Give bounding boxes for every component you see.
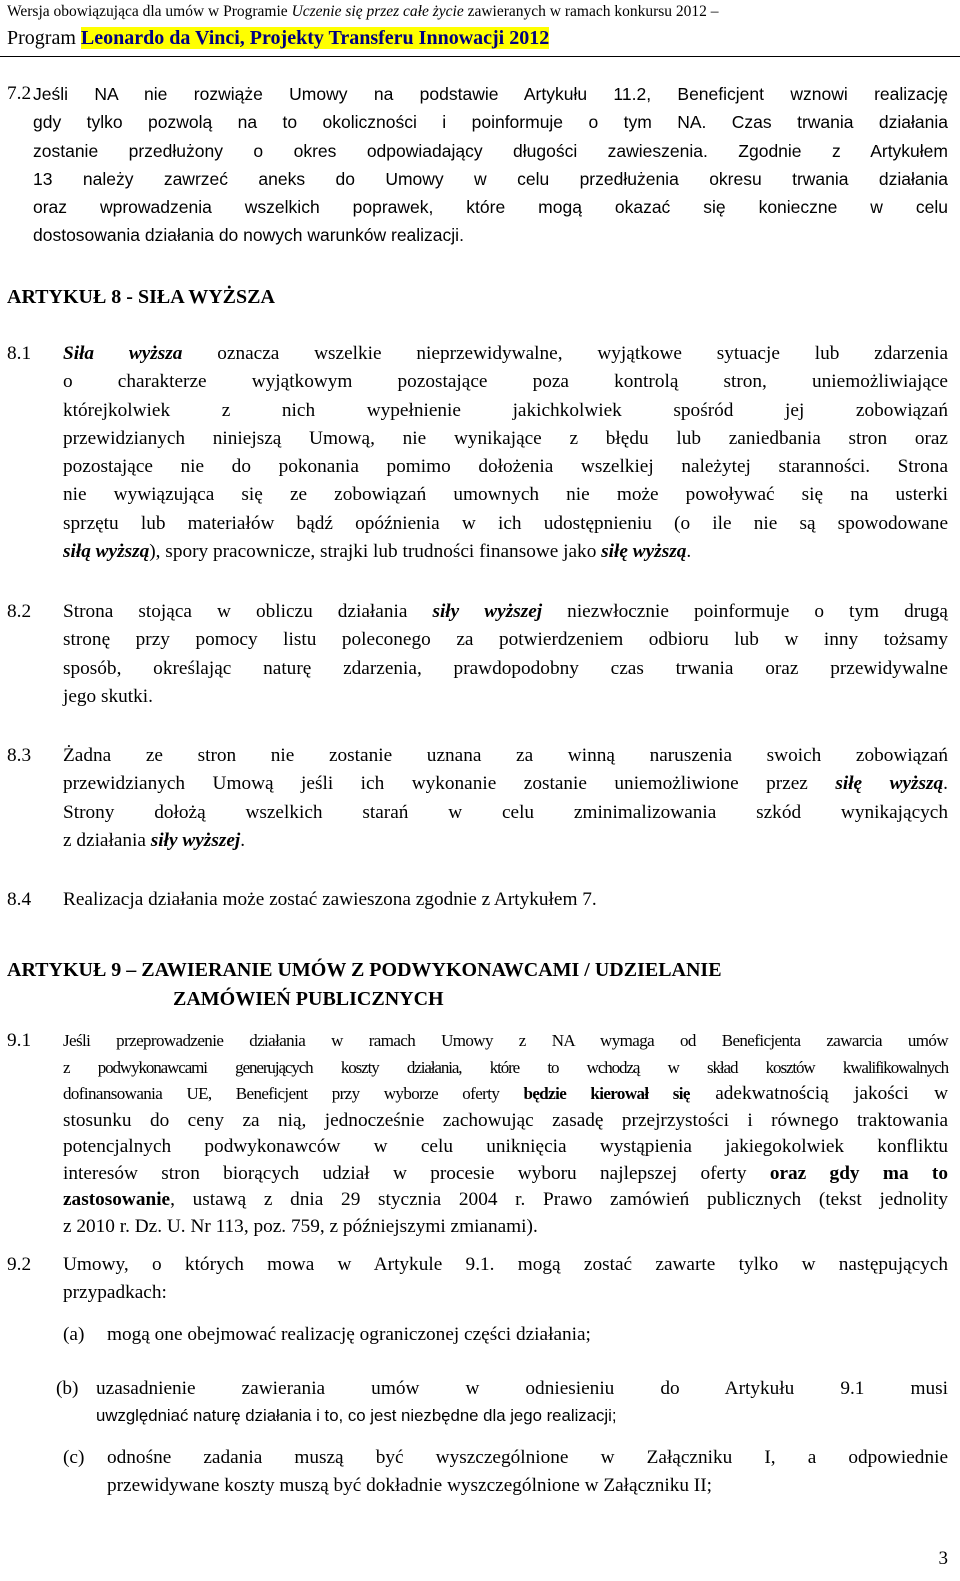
- text-line: 13 należy zawrzeć aneks do Umowy w celu przedłużenia okresu trwania działania: [33, 168, 948, 189]
- header-program-name: Uczenie się przez całe życie: [291, 3, 464, 20]
- text-span: przewidzianych Umową jeśli ich wykonanie zostanie uniemożliwione przez: [63, 773, 836, 795]
- text-line: przewidzianych niniejszą Umową, nie wynikające z błędu lub zaniedbania stron oraz: [63, 427, 948, 449]
- header-text: zawieranych w ramach konkursu 2012 –: [463, 3, 719, 20]
- defined-term: siły wyższej: [150, 829, 241, 851]
- text-line: dostosowania działania do nowych warunków realizacji.: [33, 225, 464, 246]
- text-span: z działania: [63, 829, 151, 851]
- defined-term: siły wyższej: [432, 601, 543, 622]
- defined-term: siłę wyższą: [835, 773, 944, 795]
- header-text: Wersja obowiązująca dla umów w Programie: [7, 3, 292, 20]
- text-span: .: [943, 773, 948, 795]
- article-9-heading: [7, 956, 948, 1014]
- text-line: Żadna ze stron nie zostanie uznana za winną naruszenia swoich zobowiązań: [63, 745, 948, 766]
- text-line: sposób, określając naturę zdarzenia, prawdopodobny czas trwania oraz przewidywalne: [63, 657, 948, 679]
- text-line: Umowy, o których mowa w Artykule 9.1. mogą zostać zawarte tylko w następujących: [63, 1254, 948, 1275]
- text-line: Jeśli przeprowadzenie działania w ramach Umowy z NA wymaga od Beneficjenta zawarcia umów: [63, 1031, 948, 1050]
- heading-line: ZAMÓWIEŃ PUBLICZNYCH: [173, 988, 444, 1010]
- text-line: sprzętu lub materiałów bądź opóźnienia w ich udostępnieniu (o ile nie są spowodowane: [63, 512, 948, 534]
- paragraph-number: 8.2: [7, 601, 32, 622]
- paragraph-8-2: [7, 598, 948, 711]
- text-line: [63, 827, 948, 855]
- bold-span: oraz gdy ma to: [769, 1162, 948, 1184]
- text-line: przewidywane koszty muszą być dokładnie wyszczególnione w Załączniku II;: [107, 1475, 712, 1497]
- text-line: oraz wprowadzenia wszelkich poprawek, które mogą okazać się konieczne w celu: [33, 197, 948, 218]
- text-line: [63, 340, 948, 368]
- text-span: oznacza wszelkie nieprzewidywalne, wyjątkowe sytuacje lub zdarzenia: [182, 343, 948, 364]
- defined-term: Siła wyższa: [63, 343, 183, 364]
- heading-line: ARTYKUŁ 9 – ZAWIERANIE UMÓW Z PODWYKONAWCAMI / UDZIELANIE: [7, 959, 722, 981]
- text-line: jego skutki.: [63, 685, 153, 707]
- paragraph-8-3: [7, 742, 948, 855]
- text-line: [63, 538, 948, 566]
- list-item-b: [56, 1375, 948, 1429]
- list-label: (b): [56, 1378, 79, 1399]
- text-line: z podwykonawcami generujących koszty działania, które to wchodzą w skład kosztów kwalifikowalnych: [63, 1057, 948, 1077]
- text-line: Strony dołożą wszelkich starań w celu zminimalizowania szkód wynikających: [63, 801, 948, 823]
- text-line: przypadkach:: [63, 1282, 167, 1304]
- text-span: adekwatnością jakości w: [689, 1083, 948, 1104]
- list-label: (c): [63, 1447, 85, 1468]
- bold-span: zastosowanie: [63, 1189, 171, 1210]
- paragraph-number: 7.2: [7, 83, 32, 104]
- document-header-line1: [7, 2, 719, 22]
- text-line: [63, 770, 948, 798]
- text-line: Jeśli NA nie rozwiąże Umowy na podstawie Artykułu 11.2, Beneficjent wznowi realizację: [33, 84, 948, 104]
- text-line: [63, 598, 948, 626]
- paragraph-number: 9.2: [7, 1254, 32, 1275]
- text-span: interesów stron biorących udział w procesie wyboru najlepszej oferty: [63, 1162, 770, 1184]
- text-line: o charakterze wyjątkowym pozostające poza kontrolą stron, uniemożliwiające: [63, 371, 948, 393]
- paragraph-8-4: [7, 886, 948, 914]
- text-line: z 2010 r. Dz. U. Nr 113, poz. 759, z późniejszymi zmianami).: [63, 1215, 538, 1237]
- text-line: którejkolwiek z nich wypełnienie jakichkolwiek spośród jej zobowiązań: [63, 399, 948, 421]
- header-divider: [0, 56, 960, 57]
- paragraph-number: 9.1: [7, 1030, 32, 1051]
- paragraph-8-1: [7, 340, 948, 566]
- text-line: [63, 1161, 948, 1188]
- header-text: Program: [7, 27, 81, 49]
- page-number: 3: [938, 1548, 948, 1569]
- paragraph-number: 8.4: [7, 889, 32, 910]
- list-label: (a): [63, 1324, 85, 1345]
- article-8-heading: ARTYKUŁ 8 - SIŁA WYŻSZA: [7, 286, 275, 308]
- document-header-line2: [7, 25, 549, 51]
- text-span: , ustawą z dnia 29 stycznia 2004 r. Prawo zamówień publicznych (tekst jednolity: [170, 1189, 948, 1210]
- text-line: stosunku do ceny za nią, jednocześnie zachowując zasadę przejrzystości i równego traktowania: [63, 1109, 948, 1131]
- paragraph-7-2: [7, 80, 948, 250]
- list-item-c: [63, 1444, 948, 1501]
- text-line: [63, 1187, 948, 1214]
- paragraph-number: 8.1: [7, 343, 32, 364]
- text-line: gdy tylko pozwolą na to okoliczności i poinformuje o tym NA. Czas trwania działania: [33, 112, 948, 133]
- text-line: [63, 1081, 948, 1108]
- list-item-a: [63, 1321, 948, 1349]
- text-line: nie wywiązująca się ze zobowiązań umownych nie może powoływać się na usterki: [63, 484, 948, 506]
- text-line: potencjalnych podwykonawców w celu uniknięcia wystąpienia jakiegokolwiek konfliktu: [63, 1136, 948, 1157]
- text-line: uzasadnienie zawierania umów w odniesieniu do Artykułu 9.1 musi: [96, 1378, 948, 1399]
- text-span: Strona stojąca w obliczu działania: [63, 601, 433, 622]
- text-span: .: [686, 541, 692, 563]
- paragraph-9-1: [7, 1028, 948, 1240]
- paragraph-9-2: [7, 1251, 948, 1308]
- text-span: ), spory pracownicze, strajki lub trudności finansowe jako: [149, 541, 602, 563]
- text-line: Realizacja działania może zostać zawieszona zgodnie z Artykułem 7.: [63, 889, 597, 910]
- text-span: niezwłocznie poinformuje o tym drugą: [542, 601, 948, 622]
- text-line: uwzględniać naturę działania i to, co jest niezbędne dla jego realizacji;: [96, 1406, 617, 1425]
- text-line: stronę przy pomocy listu poleconego za potwierdzeniem odbioru lub w inny tożsamy: [63, 629, 948, 651]
- bold-span: będzie kierował się: [523, 1084, 690, 1103]
- paragraph-number: 8.3: [7, 745, 32, 766]
- text-line: mogą one obejmować realizację ograniczonej części działania;: [107, 1324, 591, 1345]
- text-line: zostanie przedłużony o okres odpowiadający długości zawieszenia. Zgodnie z Artykułem: [33, 140, 948, 161]
- text-line: odnośne zadania muszą być wyszczególnione w Załączniku I, a odpowiednie: [107, 1447, 948, 1468]
- text-line: pozostające nie do pokonania pomimo dołożenia wszelkiej należytej staranności. Strona: [63, 456, 948, 478]
- text-span: .: [240, 829, 246, 851]
- defined-term: siłę wyższą: [601, 541, 687, 563]
- text-span: dofinansowania UE, Beneficjent przy wyborze oferty: [63, 1084, 524, 1103]
- defined-term: siłą wyższą: [63, 541, 150, 563]
- header-highlight: Leonardo da Vinci, Projekty Transferu Innowacji 2012: [80, 27, 550, 49]
